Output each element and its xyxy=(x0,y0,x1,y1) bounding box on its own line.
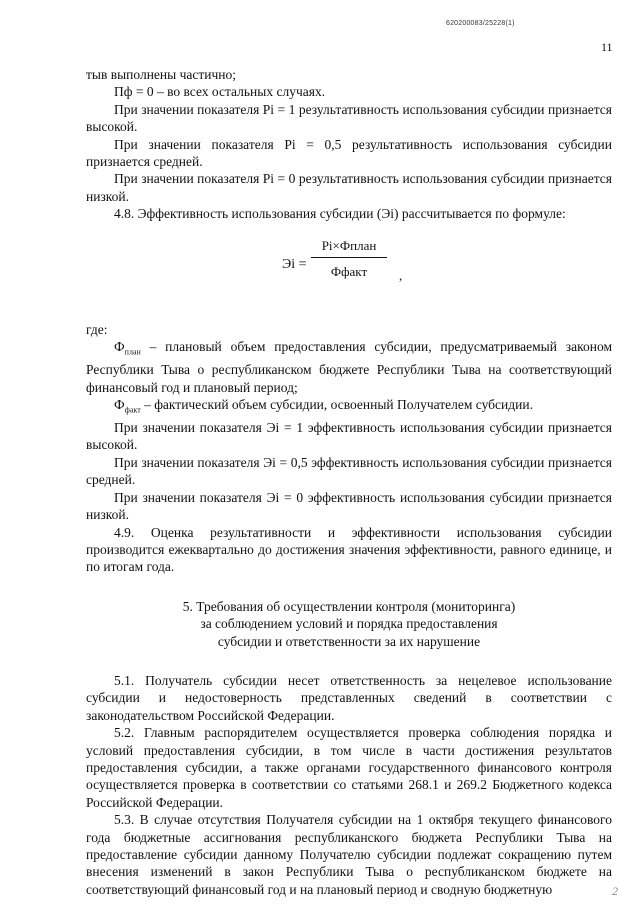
heading-line: субсидии и ответственности за их нарушение xyxy=(217,633,481,649)
formula-denominator: Ффакт xyxy=(330,264,368,280)
definition-text: – фактический объем субсидии, освоенный Получателем субсидии. xyxy=(140,396,533,412)
formula-lhs: Эi = xyxy=(282,256,307,272)
definition-plan xyxy=(86,338,612,396)
definition-text: – плановый объем предоставления субсидии, предусматриваемый законом Республики Тыва о республиканском бюджете Республики Тыва на соответствующий финансовый год и плановый период; xyxy=(86,339,612,395)
paragraph: При значении показателя Эi = 0,5 эффективность использования субсидии признается средней. xyxy=(86,454,612,488)
paragraph: При значении показателя Pi = 0 результативность использования субсидии признается низкой. xyxy=(86,171,612,204)
formula-numerator: Pi×Фплан xyxy=(321,237,377,253)
paragraph: Пф = 0 – во всех остальных случаях. xyxy=(114,84,326,100)
definition-fact xyxy=(86,396,612,419)
paragraph: При значении показателя Pi = 1 результативность использования субсидии признается высокой. xyxy=(86,101,612,135)
document-body xyxy=(86,66,612,898)
heading-line: за соблюдением условий и порядка предоставления xyxy=(200,616,498,632)
formula-comma: , xyxy=(399,267,403,283)
paragraph: При значении показателя Эi = 1 эффективность использования субсидии признается высокой. xyxy=(86,420,612,453)
page-number: 11 xyxy=(601,40,613,54)
paragraph: При значении показателя Эi = 0 эффективность использования субсидии признается низкой. xyxy=(86,489,612,523)
symbol: Ф xyxy=(114,396,125,412)
formula-fraction xyxy=(309,237,389,281)
paragraph: 5.1. Получатель субсидии несет ответственность за нецелевое использование субсидии и недостоверность представленных сведений в соответствии с законодательством Российской Федерации. xyxy=(86,672,612,723)
paragraph: 4.9. Оценка результативности и эффективности использования субсидии производится ежеквартально до достижения значения эффективности, равного единице, и по итогам года. xyxy=(86,524,612,575)
heading-line: 5. Требования об осуществлении контроля (мониторинга) xyxy=(182,598,516,614)
paragraph: 5.2. Главным распорядителем осуществляется проверка соблюдения порядка и условий предоставления субсидии, в том числе в части достижения результатов предоставления субсидии, а также органами государственного финансового контроля осуществляется проверка в соответствии со статьями 268.1 и 269.2 Бюджетного кодекса Российской Федерации. xyxy=(86,725,612,810)
handwritten-mark: 2 xyxy=(612,884,618,898)
where-label: где: xyxy=(86,321,108,337)
paragraph: 4.8. Эффективность использования субсидии (Эi) рассчитывается по формуле: xyxy=(114,206,566,222)
paragraph: тыв выполнены частично; xyxy=(86,67,236,82)
subscript: факт xyxy=(124,405,141,415)
paragraph: При значении показателя Pi = 0,5 результативность использования субсидии признается средней. xyxy=(86,136,612,170)
subscript: план xyxy=(124,347,141,357)
section-heading xyxy=(86,598,612,650)
document-id: 620200083/25228(1) xyxy=(446,20,515,27)
paragraph: 5.3. В случае отсутствия Получателя субсидии на 1 октября текущего финансового года бюджетные ассигнования республиканского бюджета Республики Тыва на предоставление субсидии данному Получателю субсидии подлежат сокращению путем внесения изменений в закон Республики Тыва о республиканском бюджете на соответствующий финансовый год и на плановый период и сводную бюджетную xyxy=(86,812,612,897)
symbol: Ф xyxy=(114,339,125,355)
efficiency-formula xyxy=(86,223,612,307)
